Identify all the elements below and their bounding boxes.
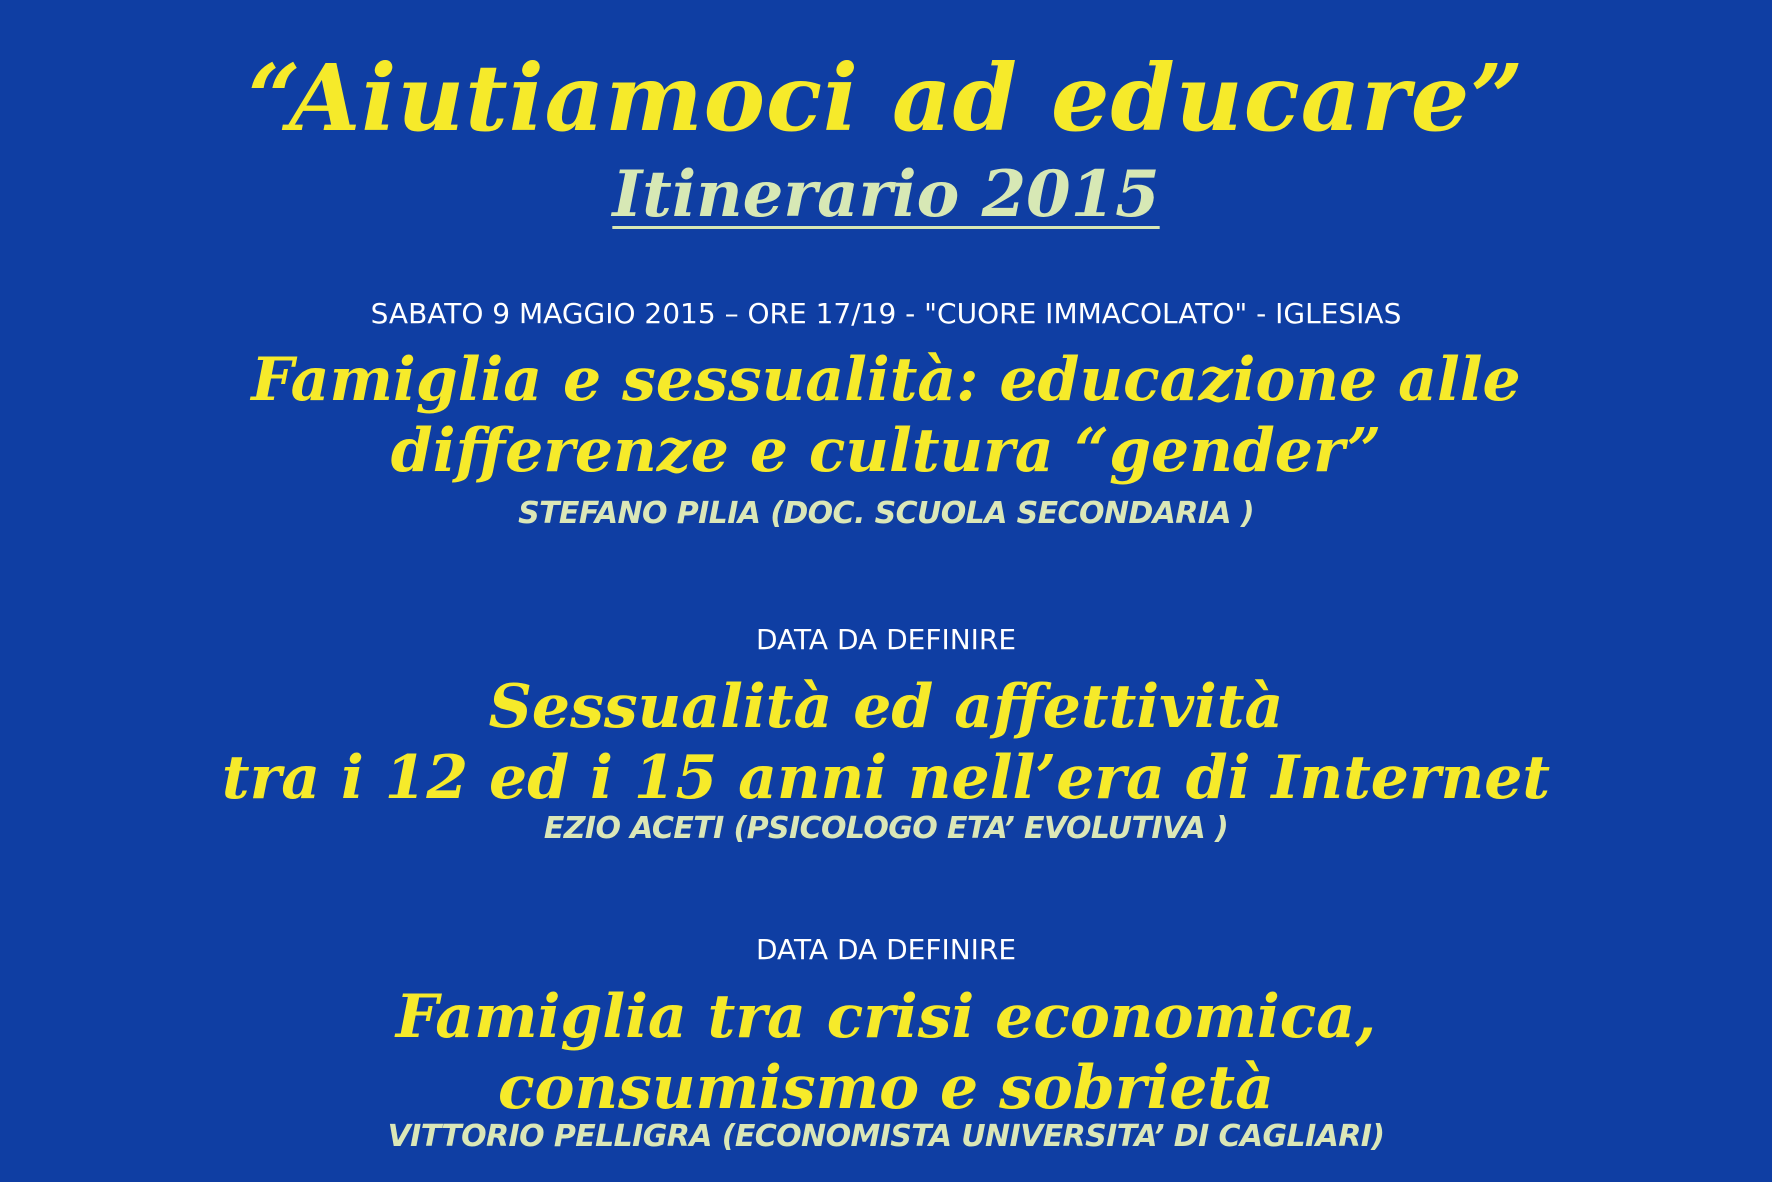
event-title-2-line-1: Sessualità ed affettività [488, 672, 1284, 742]
event-date-2: DATA DA DEFINIRE [755, 623, 1017, 656]
event-speaker-1: STEFANO PILIA (DOC. SCUOLA SECONDARIA ) [518, 496, 1254, 531]
poster-subtitle [0, 157, 1772, 232]
event-title-2-line-2: tra i 12 ed i 15 anni nell’era di Internet [221, 743, 1551, 813]
event-title-1-line-1: Famiglia e sessualità: educazione alle [251, 345, 1521, 415]
event-speaker-2: EZIO ACETI (PSICOLOGO ETA’ EVOLUTIVA ) [543, 811, 1229, 846]
event-speaker-3: VITTORIO PELLIGRA (ECONOMISTA UNIVERSITA’ DI CAGLIARI) [387, 1119, 1385, 1154]
event-title-1-line-2: differenze e cultura “gender” [390, 416, 1382, 486]
event-date-1: SABATO 9 MAGGIO 2015 – ORE 17/19 - "CUORE IMMACOLATO" - IGLESIAS [370, 297, 1402, 330]
poster-title: “Aiutiamoci ad educare” [247, 44, 1525, 152]
event-title-3-line-2: consumismo e sobrietà [497, 1053, 1274, 1123]
event-title-3-line-1: Famiglia tra crisi economica, [395, 982, 1377, 1052]
event-date-3: DATA DA DEFINIRE [755, 933, 1017, 966]
poster-subtitle-text: Itinerario 2015 [612, 157, 1160, 232]
